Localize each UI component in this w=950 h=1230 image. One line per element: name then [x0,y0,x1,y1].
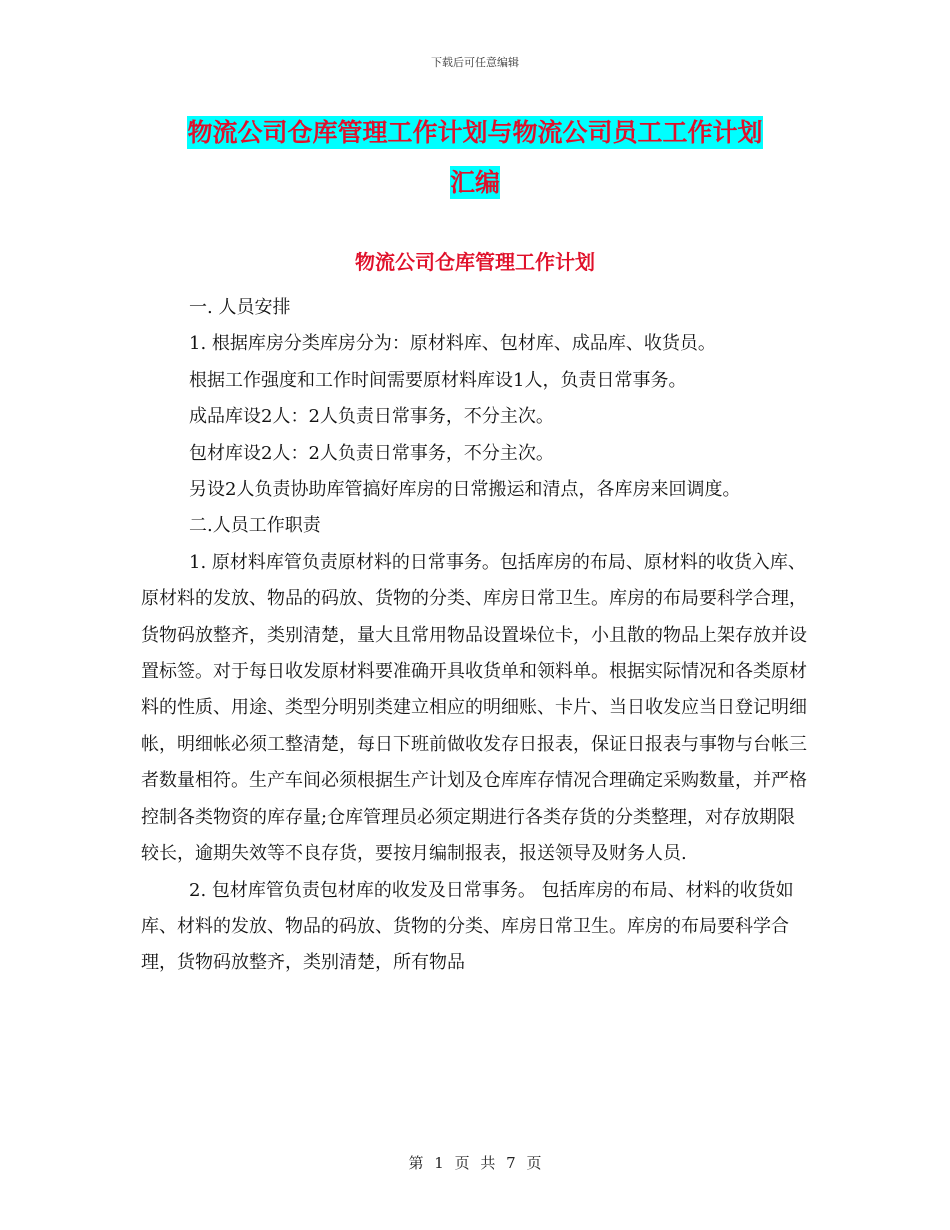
paragraph: 二.人员工作职责 [189,515,321,537]
document-title-line1: 物流公司仓库管理工作计划与物流公司员工工作计划 [187,118,763,147]
paragraph: 根据工作强度和工作时间需要原材料库设1人，负责日常事务。 [189,369,687,391]
document-title-line2: 汇编 [449,168,500,197]
paragraph: 成品库设2人：2人负责日常事务，不分主次。 [189,406,554,428]
paragraph: 包材库设2人：2人负责日常事务，不分主次。 [189,442,554,464]
paragraph: 另设2人负责协助库管搞好库房的日常搬运和清点，各库房来回调度。 [189,479,741,501]
paragraph: 1. 根据库房分类库房分为：原材料库、包材库、成品库、收货员。 [189,333,716,355]
section-title: 物流公司仓库管理工作计划 [355,250,595,274]
paragraph: 2. 包材库管负责包材库的收发及日常事务。 包括库房的布局、材料的收货如库、材料的发放、物品的码放、货物的分类、库房日常卫生。库房的布局要科学合理，货物码放整齐，类别清楚，所有物品 [141,879,794,974]
header-note: 下载后可任意编辑 [431,56,519,69]
paragraph: 一. 人员安排 [189,297,291,318]
document-title [140,108,810,208]
paragraph: 1. 原材料库管负责原材料的日常事务。包括库房的布局、原材料的收货入库、原材料的发放、物品的码放、货物的分类、库房日常卫生。库房的布局要科学合理，货物码放整齐，类别清楚，量大且常用物品设置垛位卡，小且散的物品上架存放并设置标签。对于每日收发原材料要准确开具收货单和领料单。根据实际情况和各类原材料的性质、用途、类型分明别类建立相应的明细账、卡片、当日收发应当日登记明细帐，明细帐必须工整清楚，每日下班前做收发存日报表，保证日报表与事物与台帐三者数量相符。生产车间必须根据生产计划及仓库库存情况合理确定采购数量，并严格控制各类物资的库存量;仓库管理员必须定期进行各类存货的分类整理，对存放期限较长，逾期失效等不良存货，要按月编制报表，报送领导及财务人员. [141,551,807,865]
document-body [141,290,813,982]
page-footer: 第 1 页 共 7 页 [408,1154,542,1172]
